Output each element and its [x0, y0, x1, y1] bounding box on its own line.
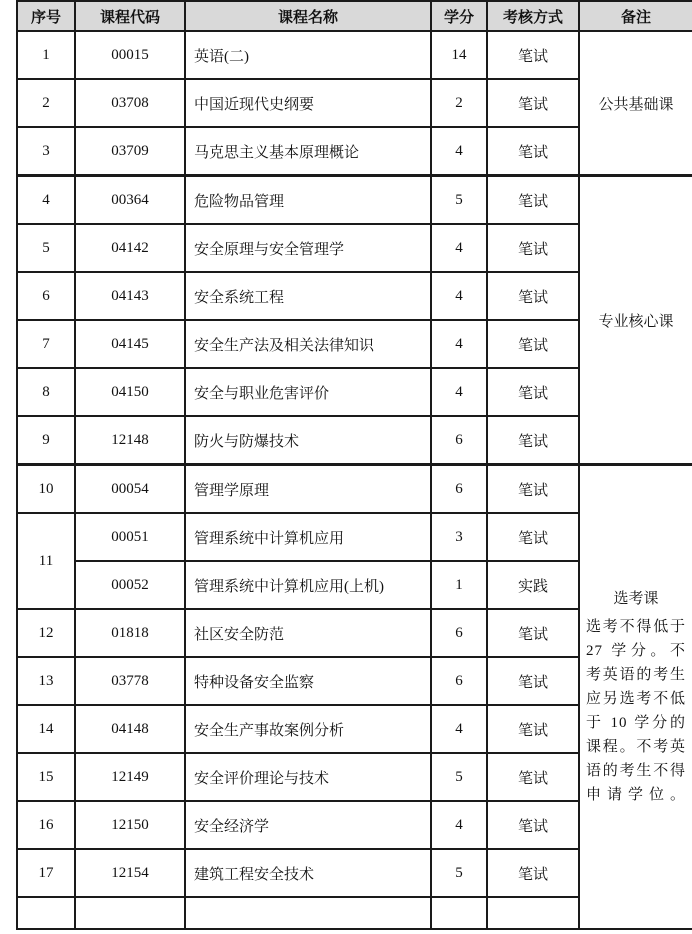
cell-name [185, 897, 431, 929]
cell-name: 安全生产事故案例分析 [185, 705, 431, 753]
cell-exam: 笔试 [487, 320, 579, 368]
header-credit: 学分 [431, 1, 487, 31]
cell-credit: 6 [431, 657, 487, 705]
cell-exam: 笔试 [487, 657, 579, 705]
cell-name: 安全生产法及相关法律知识 [185, 320, 431, 368]
cell-code: 03709 [75, 127, 185, 176]
cell-code: 12149 [75, 753, 185, 801]
cell-code: 04150 [75, 368, 185, 416]
cell-name: 社区安全防范 [185, 609, 431, 657]
cell-code: 00364 [75, 176, 185, 225]
cell-name: 危险物品管理 [185, 176, 431, 225]
cell-credit: 5 [431, 753, 487, 801]
cell-name: 马克思主义基本原理概论 [185, 127, 431, 176]
cell-credit: 6 [431, 416, 487, 465]
cell-credit: 4 [431, 320, 487, 368]
cell-index: 10 [17, 465, 75, 514]
cell-credit: 6 [431, 609, 487, 657]
cell-exam: 笔试 [487, 705, 579, 753]
cell-index: 4 [17, 176, 75, 225]
cell-remark-core: 专业核心课 [579, 176, 692, 465]
cell-name: 建筑工程安全技术 [185, 849, 431, 897]
cell-exam: 笔试 [487, 224, 579, 272]
cell-credit: 14 [431, 31, 487, 79]
cell-code: 01818 [75, 609, 185, 657]
table-row [17, 176, 692, 225]
cell-credit: 4 [431, 272, 487, 320]
cell-code: 04148 [75, 705, 185, 753]
cell-name: 管理系统中计算机应用(上机) [185, 561, 431, 609]
cell-credit: 1 [431, 561, 487, 609]
cell-remark-elective [579, 465, 692, 930]
cell-code: 12154 [75, 849, 185, 897]
cell-credit [431, 897, 487, 929]
cell-exam: 笔试 [487, 609, 579, 657]
cell-code: 12150 [75, 801, 185, 849]
cell-code: 00051 [75, 513, 185, 561]
cell-exam: 笔试 [487, 465, 579, 514]
cell-index: 8 [17, 368, 75, 416]
cell-name: 安全原理与安全管理学 [185, 224, 431, 272]
cell-name: 特种设备安全监察 [185, 657, 431, 705]
cell-exam: 笔试 [487, 176, 579, 225]
cell-credit: 4 [431, 705, 487, 753]
cell-name: 安全经济学 [185, 801, 431, 849]
cell-name: 安全与职业危害评价 [185, 368, 431, 416]
course-table-container [16, 0, 692, 934]
cell-exam: 笔试 [487, 753, 579, 801]
cell-index: 9 [17, 416, 75, 465]
cell-exam: 笔试 [487, 79, 579, 127]
cell-name: 英语(二) [185, 31, 431, 79]
cell-credit: 2 [431, 79, 487, 127]
cell-name: 安全评价理论与技术 [185, 753, 431, 801]
cell-index: 2 [17, 79, 75, 127]
remark-elective-title: 选考课 [613, 591, 659, 607]
cell-credit: 5 [431, 849, 487, 897]
remark-elective-note: 选考不得低于 27 学分。不考英语的考生应另选考不低于 10 学分的课程。不考英语的考生不得申请学位。 [586, 619, 686, 803]
cell-code: 03708 [75, 79, 185, 127]
header-remark: 备注 [579, 1, 692, 31]
table-row [17, 465, 692, 514]
cell-code: 03778 [75, 657, 185, 705]
cell-credit: 4 [431, 801, 487, 849]
cell-code: 12148 [75, 416, 185, 465]
cell-code: 00054 [75, 465, 185, 514]
cell-code [75, 897, 185, 929]
cell-credit: 4 [431, 368, 487, 416]
cell-code: 04143 [75, 272, 185, 320]
cell-code: 04145 [75, 320, 185, 368]
cell-credit: 4 [431, 224, 487, 272]
cell-name: 管理学原理 [185, 465, 431, 514]
cell-code: 00052 [75, 561, 185, 609]
cell-remark-public-basic: 公共基础课 [579, 31, 692, 176]
cell-exam: 实践 [487, 561, 579, 609]
cell-name: 防火与防爆技术 [185, 416, 431, 465]
cell-exam: 笔试 [487, 513, 579, 561]
cell-code: 00015 [75, 31, 185, 79]
cell-index: 15 [17, 753, 75, 801]
cell-index: 5 [17, 224, 75, 272]
cell-name: 管理系统中计算机应用 [185, 513, 431, 561]
cell-exam: 笔试 [487, 416, 579, 465]
cell-exam: 笔试 [487, 368, 579, 416]
cell-exam: 笔试 [487, 801, 579, 849]
header-exam-method: 考核方式 [487, 1, 579, 31]
cell-credit: 5 [431, 176, 487, 225]
header-row [17, 1, 692, 31]
header-index: 序号 [17, 1, 75, 31]
cell-exam: 笔试 [487, 127, 579, 176]
cell-exam: 笔试 [487, 31, 579, 79]
cell-exam [487, 897, 579, 929]
cell-index: 12 [17, 609, 75, 657]
cell-exam: 笔试 [487, 849, 579, 897]
cell-name: 安全系统工程 [185, 272, 431, 320]
header-course-name: 课程名称 [185, 1, 431, 31]
cell-code: 04142 [75, 224, 185, 272]
cell-exam: 笔试 [487, 272, 579, 320]
cell-credit: 6 [431, 465, 487, 514]
course-table [16, 0, 692, 930]
cell-index: 7 [17, 320, 75, 368]
cell-index [17, 897, 75, 929]
cell-credit: 4 [431, 127, 487, 176]
cell-name: 中国近现代史纲要 [185, 79, 431, 127]
cell-credit: 3 [431, 513, 487, 561]
header-course-code: 课程代码 [75, 1, 185, 31]
table-row [17, 31, 692, 79]
cell-index: 17 [17, 849, 75, 897]
cell-index: 6 [17, 272, 75, 320]
cell-index: 11 [17, 513, 75, 609]
cell-index: 13 [17, 657, 75, 705]
cell-index: 3 [17, 127, 75, 176]
cell-index: 16 [17, 801, 75, 849]
cell-index: 14 [17, 705, 75, 753]
cell-index: 1 [17, 31, 75, 79]
